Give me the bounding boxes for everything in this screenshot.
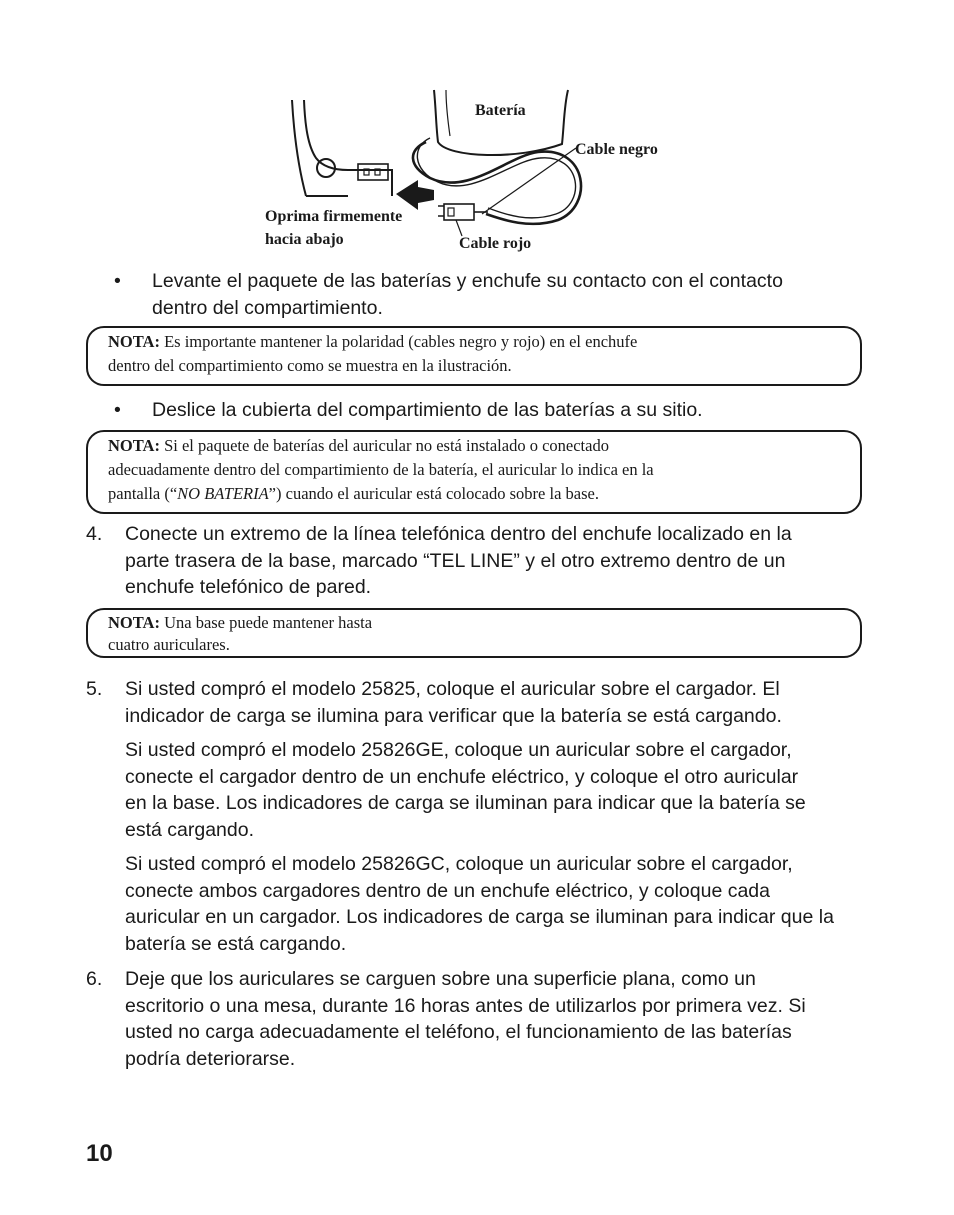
step-5b-line-3: en la base. Los indicadores de carga se iluminan para indicar que la batería se (125, 792, 806, 814)
note-box-base (86, 608, 862, 658)
step-5-line-1: Si usted compró el modelo 25825, coloque el auricular sobre el cargador. El (125, 678, 780, 700)
note-box-battery (86, 430, 862, 514)
step-4-line-2: parte trasera de la base, marcado “TEL LINE” y el otro extremo dentro de un (125, 549, 786, 572)
step-5b-line-2: conecte el cargador dentro de un enchufe eléctrico, y coloque el otro auricular (125, 765, 799, 788)
label-red-cable: Cable rojo (459, 235, 532, 252)
note-box-polarity (86, 326, 862, 386)
step-5c-line-1: Si usted compró el modelo 25826GC, coloque un auricular sobre el cargador, (125, 853, 793, 875)
step-6-line-4: podría deteriorarse. (125, 1047, 296, 1070)
label-press-line1: Oprima firmemente (265, 208, 403, 225)
note-2-line-1 (108, 434, 840, 458)
step-6-line-3: usted no carga adecuadamente el teléfono, el funcionamiento de las baterías (125, 1021, 792, 1043)
label-battery: Batería (475, 102, 526, 119)
note-3-line-1 (108, 612, 840, 634)
note-2-text-em: NO BATERIA (177, 484, 269, 503)
bullet-1-line-1: Levante el paquete de las baterías y enchufe su contacto con el contacto (152, 270, 783, 292)
note-label: NOTA: (108, 613, 160, 632)
bullet-text-1 (152, 268, 872, 321)
note-1-text-1: Es importante mantener la polaridad (cables negro y rojo) en el enchufe (159, 332, 638, 351)
step-number-4: 4. (86, 523, 103, 545)
bullet-symbol: • (114, 270, 121, 292)
step-4-line-3: enchufe telefónico de pared. (125, 576, 372, 598)
handset-outline-inner (304, 100, 392, 196)
note-2-line-2: adecuadamente dentro del compartimiento de la batería, el auricular lo indica en la (108, 460, 654, 479)
label-press-line2: hacia abajo (265, 231, 344, 248)
step-6-line-2: escritorio o una mesa, durante 16 horas antes de utilizarlos por primera vez. Si (125, 994, 806, 1017)
note-1-line-2: dentro del compartimiento como se muestra en la ilustración. (108, 356, 512, 375)
step-5c-line-4: batería se está cargando. (125, 932, 347, 955)
step-5b-line-1: Si usted compró el modelo 25826GE, coloque un auricular sobre el cargador, (125, 739, 792, 761)
step-number-6: 6. (86, 968, 103, 990)
step-number-5: 5. (86, 678, 103, 700)
step-5-paragraph-3 (125, 851, 885, 957)
label-black-cable: Cable negro (575, 141, 658, 158)
note-2-text-1: Si el paquete de baterías del auricular no está instalado o conectado (159, 436, 609, 455)
note-2-line-3 (108, 482, 840, 506)
step-5-text (125, 676, 885, 729)
battery-illustration (258, 86, 698, 258)
step-5-line-2: indicador de carga se ilumina para verificar que la batería se está cargando. (125, 704, 782, 727)
page-number: 10 (86, 1140, 113, 1167)
note-label: NOTA: (108, 436, 160, 455)
bullet-text-2: Deslice la cubierta del compartimiento de las baterías a su sitio. (152, 399, 703, 421)
note-label: NOTA: (108, 332, 160, 351)
socket-icon (358, 164, 388, 180)
note-3-text-1: Una base puede mantener hasta (159, 613, 373, 632)
note-3-line-2: cuatro auriculares. (108, 635, 230, 654)
step-5b-line-4: está cargando. (125, 818, 255, 841)
bullet-1-line-2: dentro del compartimiento. (152, 296, 383, 319)
step-5c-line-2: conecte ambos cargadores dentro de un enchufe eléctrico, y coloque cada (125, 879, 770, 902)
step-6-text (125, 966, 885, 1072)
step-4-line-1: Conecte un extremo de la línea telefónica dentro del enchufe localizado en la (125, 523, 792, 545)
step-5c-line-3: auricular en un cargador. Los indicadores de carga se iluminan para indicar que la (125, 906, 834, 928)
note-2-text-3a: pantalla (“ (108, 484, 178, 503)
note-1-line-1 (108, 330, 840, 354)
step-4-text (125, 521, 885, 601)
note-2-text-3b: ”) cuando el auricular está colocado sobre la base. (268, 484, 599, 503)
bullet-symbol: • (114, 399, 121, 421)
step-5-paragraph-2 (125, 737, 885, 843)
step-6-line-1: Deje que los auriculares se carguen sobre una superficie plana, como un (125, 968, 756, 990)
